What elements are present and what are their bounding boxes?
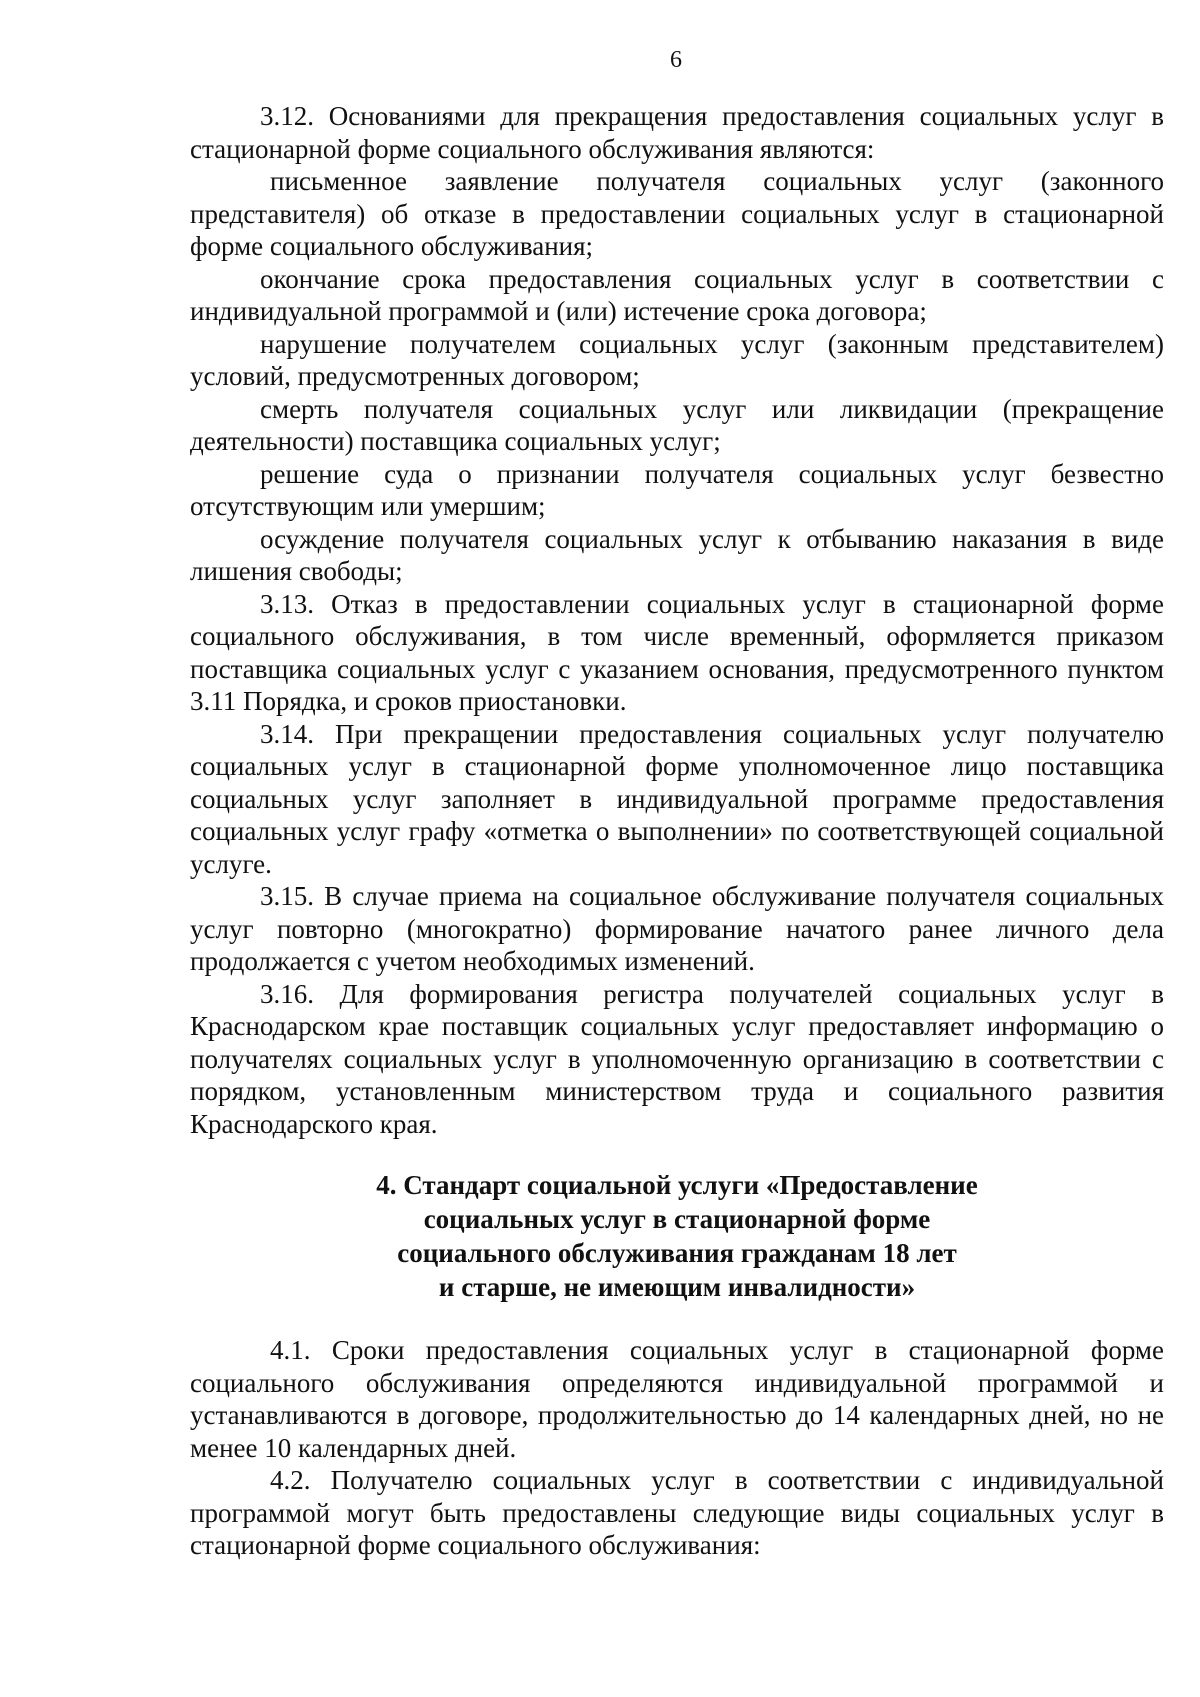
- paragraph-ground-death-liquidation: смерть получателя социальных услуг или ликвидации (прекращение деятельности) поставщика социальных услуг;: [190, 393, 1164, 456]
- section-4-heading-line-4: и старше, не имеющим инвалидности»: [438, 1272, 916, 1302]
- paragraph-ground-conviction: осуждение получателя социальных услуг к отбыванию наказания в виде лишения свободы;: [190, 523, 1164, 586]
- page-number: 6: [670, 47, 682, 73]
- section-4-heading-line-1: 4. Стандарт социальной услуги «Предоставление: [376, 1170, 978, 1200]
- paragraph-ground-contract-violation: нарушение получателем социальных услуг (законным представителем) условий, предусмотренных договором;: [190, 328, 1164, 391]
- paragraph-4-2: 4.2. Получателю социальных услуг в соответствии с индивидуальной программой могут быть предоставлены следующие виды социальных услуг в стационарной форме социального обслуживания:: [190, 1465, 1164, 1560]
- document-body: [190, 100, 1164, 1562]
- paragraph-3-16: 3.16. Для формирования регистра получателей социальных услуг в Краснодарском крае поставщик социальных услуг предоставляет информацию о получателях социальных услуг в уполномоченную организацию в соответствии с порядком, установленным министерством труда и социального развития Краснодарского края.: [190, 978, 1164, 1139]
- section-4-heading-line-2: социальных услуг в стационарной форме: [423, 1204, 931, 1234]
- paragraph-4-1: 4.1. Сроки предоставления социальных услуг в стационарной форме социального обслуживания определяются индивидуальной программой и устанавливаются в договоре, продолжительностью до 14 календарных дней, но не менее 10 календарных дней.: [190, 1335, 1164, 1463]
- paragraph-ground-court-decision: решение суда о признании получателя социальных услуг безвестно отсутствующим или умершим;: [190, 458, 1164, 521]
- paragraph-3-12: 3.12. Основаниями для прекращения предоставления социальных услуг в стационарной форме социального обслуживания являются:: [190, 101, 1164, 164]
- paragraph-3-15: 3.15. В случае приема на социальное обслуживание получателя социальных услуг повторно (многократно) формирование начатого ранее личного дела продолжается с учетом необходимых изменений.: [190, 881, 1164, 976]
- paragraph-3-13: 3.13. Отказ в предоставлении социальных услуг в стационарной форме социального обслуживания, в том числе временный, оформляется приказом поставщика социальных услуг с указанием основания, предусмотренного пунктом 3.11 Порядка, и сроков приостановки.: [190, 588, 1164, 716]
- paragraph-ground-written-application: письменное заявление получателя социальных услуг (законного представителя) об отказе в предоставлении социальных услуг в стационарной форме социального обслуживания;: [190, 166, 1164, 261]
- section-4-heading-line-3: социального обслуживания гражданам 18 лет: [397, 1238, 957, 1268]
- paragraph-3-14: 3.14. При прекращении предоставления социальных услуг получателю социальных услуг в стационарной форме уполномоченное лицо поставщика социальных услуг заполняет в индивидуальной программе предоставления социальных услуг графу «отметка о выполнении» по соответствующей социальной услуге.: [190, 718, 1164, 879]
- section-4-heading: [190, 1168, 1164, 1304]
- paragraph-ground-term-expiry: окончание срока предоставления социальных услуг в соответствии с индивидуальной программой и (или) истечение срока договора;: [190, 263, 1164, 326]
